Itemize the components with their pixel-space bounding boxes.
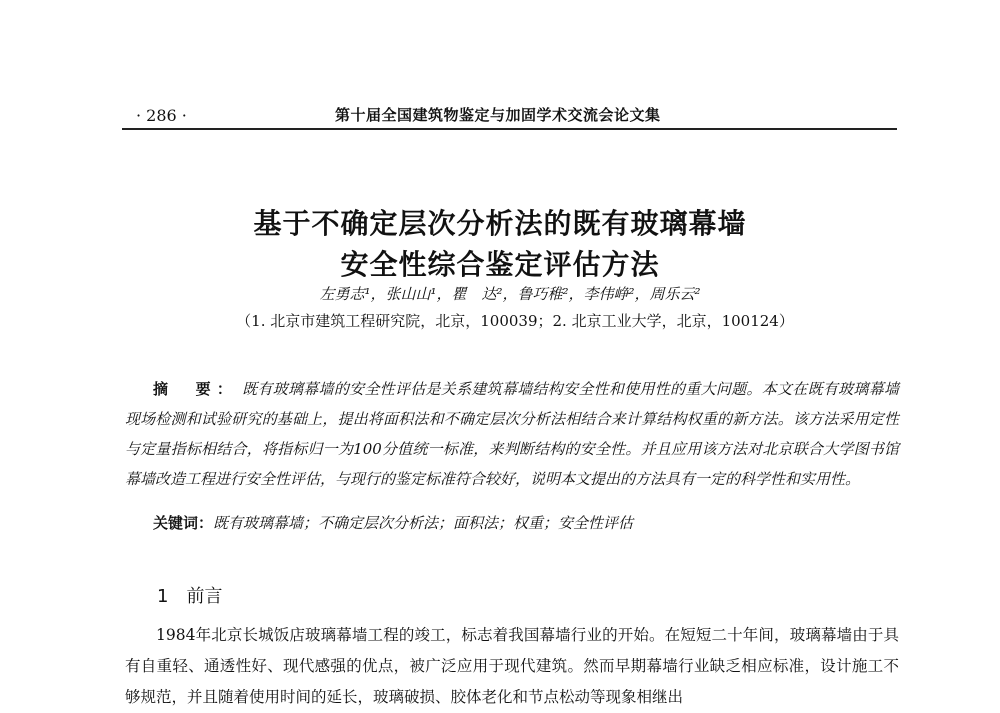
journal-title: 第十届全国建筑物鉴定与加固学术交流会论文集 bbox=[335, 106, 661, 124]
body-paragraph: 1984年北京长城饭店玻璃幕墙工程的竣工，标志着我国幕墙行业的开始。在短短二十年间，玻璃幕墙由于具有自重轻、通透性好、现代感强的优点，被广泛应用于现代建筑。然而早期幕墙行业缺乏相应标准，设计施工不够规范，并且随着使用时间的延长，玻璃破损、胶体老化和节点松动等现象相继出 bbox=[125, 626, 899, 706]
keywords-text: 既有玻璃幕墙；不确定层次分析法；面积法；权重；安全性评估 bbox=[213, 514, 634, 532]
abstract bbox=[125, 374, 899, 494]
section-number: 1 bbox=[157, 586, 169, 607]
abstract-text: 既有玻璃幕墙的安全性评估是关系建筑幕墙结构安全性和使用性的重大问题。本文在既有玻璃幕墙现场检测和试验研究的基础上，提出将面积法和不确定层次分析法相结合来计算结构权重的新方法。该方法采用定性与定量指标相结合，将指标归一为100分值统一标准，来判断结构的安全性。并且应用该方法对北京联合大学图书馆幕墙改造工程进行安全性评估，与现行的鉴定标准符合较好，说明本文提出的方法具有一定的科学性和实用性。 bbox=[125, 380, 899, 488]
affiliations: （1. 北京市建筑工程研究院，北京，100039；2. 北京工业大学，北京，100124） bbox=[236, 312, 794, 330]
section-title: 前言 bbox=[186, 586, 223, 607]
page-number: · 286 · bbox=[136, 106, 187, 125]
paper-title-line-1: 基于不确定层次分析法的既有玻璃幕墙 bbox=[253, 207, 747, 240]
author-list: 左勇志¹，张山山¹，瞿 达²，鲁巧稚²，李伟峥²，周乐云² bbox=[319, 285, 701, 303]
keywords bbox=[153, 512, 633, 533]
section-heading bbox=[157, 582, 222, 608]
keywords-label: 关键词： bbox=[153, 514, 214, 532]
header-rule bbox=[122, 128, 897, 130]
paper-title-line-2: 安全性综合鉴定评估方法 bbox=[340, 248, 660, 281]
abstract-label: 摘 要： bbox=[153, 380, 239, 398]
body-text bbox=[125, 620, 899, 713]
